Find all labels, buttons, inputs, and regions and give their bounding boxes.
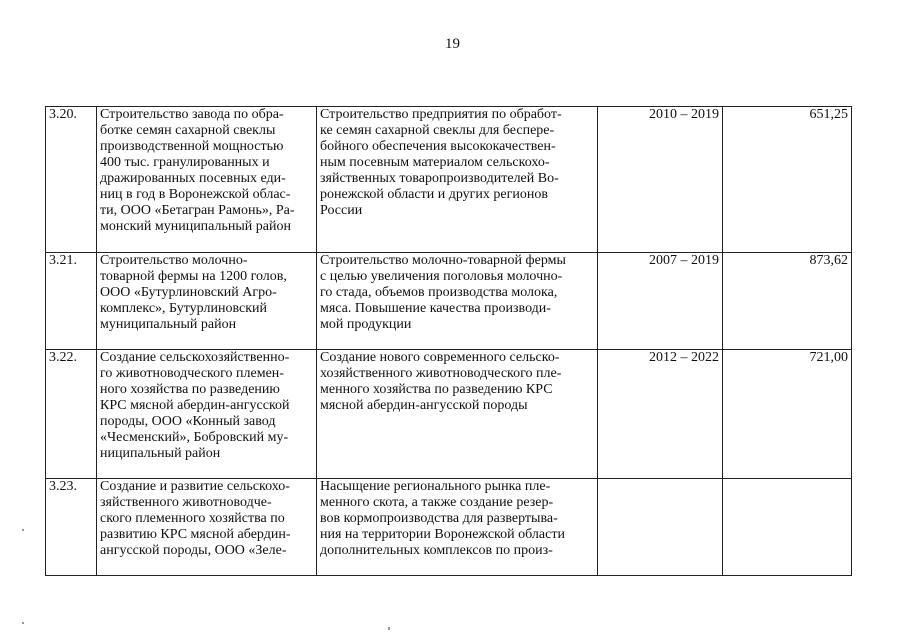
scan-speck (22, 529, 24, 531)
project-period: 2007 – 2019 (598, 253, 723, 350)
text-line: 400 тыс. гранулированных и (100, 155, 270, 170)
text-line: ного хозяйства по разведению (100, 382, 280, 397)
project-description (317, 479, 598, 576)
project-amount (723, 479, 852, 576)
table-row (46, 107, 852, 253)
text-line: дополнительных комплексов по произ- (320, 543, 553, 558)
text-line: товарной фермы на 1200 голов, (100, 269, 287, 284)
text-line: зяйственного животноводче- (100, 495, 272, 510)
text-line: Создание и развитие сельскохо- (100, 479, 290, 494)
text-line: с целью увеличения поголовья молочно- (320, 269, 563, 284)
text-line: го животноводческого племен- (100, 366, 284, 381)
text-line: муниципальный район (100, 317, 237, 332)
row-number: 3.21. (46, 253, 97, 350)
text-line: ботке семян сахарной свеклы (100, 123, 276, 138)
text-line: дражированных посевных еди- (100, 171, 286, 186)
text-line: ООО «Бутурлиновский Агро- (100, 285, 277, 300)
text-line: ронежской области и других регионов (320, 187, 548, 202)
text-line: ского племенного хозяйства по (100, 511, 285, 526)
text-line: ке семян сахарной свеклы для беспере- (320, 123, 555, 138)
project-description (317, 253, 598, 350)
projects-table (45, 106, 852, 576)
text-line: ти, ООО «Бетагран Рамонь», Ра- (100, 203, 295, 218)
table-row (46, 350, 852, 479)
table-row (46, 479, 852, 576)
text-line: менного скота, а также создание резер- (320, 495, 554, 510)
project-description (317, 107, 598, 253)
text-line: вов кормопроизводства для развертыва- (320, 511, 558, 526)
text-line: России (320, 203, 363, 218)
text-line: ангусской породы, ООО «Зеле- (100, 543, 287, 558)
text-line: ниципальный район (100, 446, 221, 461)
row-number: 3.20. (46, 107, 97, 253)
project-description (317, 350, 598, 479)
project-period: 2012 – 2022 (598, 350, 723, 479)
text-line: монский муниципальный район (100, 219, 291, 234)
project-name (97, 350, 317, 479)
scan-speck (22, 622, 24, 624)
text-line: Строительство молочно- (100, 253, 248, 268)
text-line: Строительство завода по обра- (100, 107, 284, 122)
text-line: КРС мясной абердин-ангусской (100, 398, 290, 413)
text-line: Насыщение регионального рынка пле- (320, 479, 551, 494)
project-amount: 873,62 (723, 253, 852, 350)
text-line: зяйственных товаропроизводителей Во- (320, 171, 559, 186)
text-line: комплекс», Бутурлиновский (100, 301, 267, 316)
project-name (97, 253, 317, 350)
text-line: Создание сельскохозяйственно- (100, 350, 290, 365)
text-line: ниц в год в Воронежской облас- (100, 187, 291, 202)
project-name (97, 107, 317, 253)
text-line: го стада, объемов производства молока, (320, 285, 558, 300)
text-line: производственной мощностью (100, 139, 284, 154)
text-line: «Чесменский», Бобровский му- (100, 430, 289, 445)
text-line: Строительство молочно-товарной фермы (320, 253, 566, 268)
text-line: менного хозяйства по разведению КРС (320, 382, 553, 397)
text-line: мясной абердин-ангусской породы (320, 398, 528, 413)
text-line: бойного обеспечения высококачествен- (320, 139, 556, 154)
text-line: мяса. Повышение качества производи- (320, 301, 551, 316)
scan-speck (388, 627, 390, 630)
text-line: развитию КРС мясной абердин- (100, 527, 291, 542)
table-row (46, 253, 852, 350)
project-period: 2010 – 2019 (598, 107, 723, 253)
project-amount: 651,25 (723, 107, 852, 253)
project-period (598, 479, 723, 576)
text-line: Строительство предприятия по обработ- (320, 107, 562, 122)
page-number: 19 (445, 36, 460, 52)
text-line: Создание нового современного сельско- (320, 350, 560, 365)
text-line: хозяйственного животноводческого пле- (320, 366, 562, 381)
text-line: ным посевным материалом сельскохо- (320, 155, 550, 170)
row-number: 3.23. (46, 479, 97, 576)
project-amount: 721,00 (723, 350, 852, 479)
text-line: мой продукции (320, 317, 412, 332)
text-line: ния на территории Воронежской области (320, 527, 565, 542)
project-name (97, 479, 317, 576)
row-number: 3.22. (46, 350, 97, 479)
text-line: породы, ООО «Конный завод (100, 414, 276, 429)
